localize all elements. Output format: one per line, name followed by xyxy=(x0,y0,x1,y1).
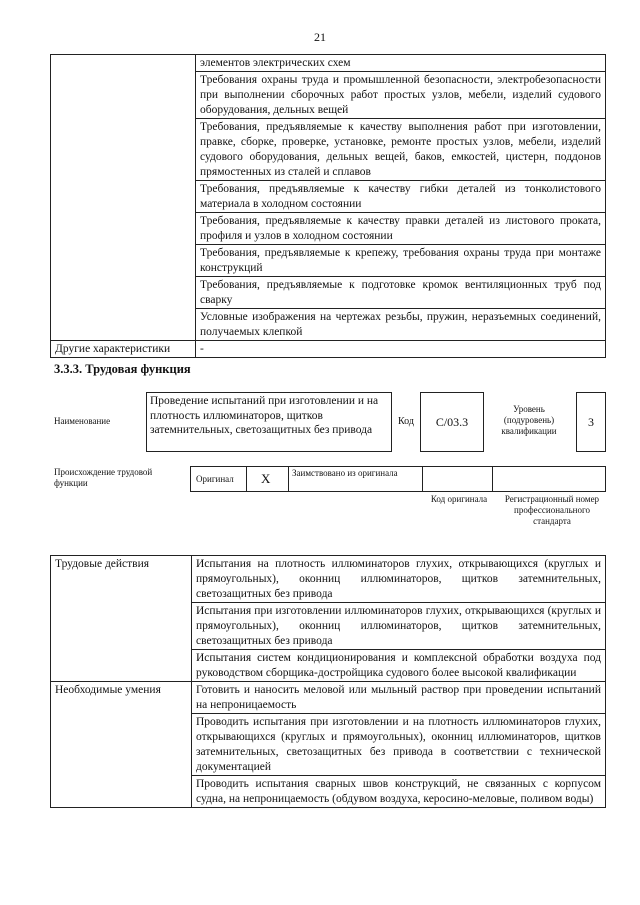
table-cell: Требования охраны труда и промышленной безопасности, электробезопасности при выполнении сборочных работ простых узлов, мебели, изделий судового оборудования, дельных вещей xyxy=(196,72,606,119)
table-cell: Требования, предъявляемые к качеству гибки деталей из тонколистового материала в холодном состоянии xyxy=(196,181,606,213)
table-cell: Испытания при изготовлении иллюминаторов глухих, открывающихся (круглых и прямоугольных), оконниц иллюминаторов, щитков затемнительных, светозащитных без привода xyxy=(192,603,606,650)
page-number: 21 xyxy=(314,30,326,44)
table-cell: Требования, предъявляемые к качеству выполнения работ при изготовлении, правке, сборке, проверке, установке, ремонте простых узлов, мебели, изделий судового оборудования, дельных вещей, баков, емкостей, цистерн, поддонов прямостенных из сталей и сплавов xyxy=(196,119,606,181)
table-cell: Готовить и наносить меловой или мыльный раствор при проведении испытаний на непроницаемость xyxy=(192,682,606,714)
reg-number-caption: Регистрационный номер профессионального стандарта xyxy=(504,494,600,526)
name-label: Наименование xyxy=(54,416,111,426)
table-row xyxy=(51,55,606,72)
row-label-labor-actions: Трудовые действия xyxy=(51,556,192,682)
original-mark: X xyxy=(247,467,289,491)
table-cell: элементов электрических схем xyxy=(196,55,606,72)
borrowed-label: Заимствовано из оригинала xyxy=(289,467,423,491)
qualification-level-box: 3 xyxy=(576,392,606,452)
table-row xyxy=(51,556,606,603)
knowledge-table-continued xyxy=(50,54,606,358)
code-original-cell xyxy=(423,467,493,491)
table-cell: Испытания на плотность иллюминаторов глухих, открывающихся (круглых и прямоугольных), оконниц иллюминаторов, щитков затемнительных, светозащитных без привода xyxy=(192,556,606,603)
code-value-box: C/03.3 xyxy=(420,392,484,452)
section-heading: 3.3.3. Трудовая функция xyxy=(54,362,191,376)
origin-row xyxy=(190,466,606,492)
reg-number-cell xyxy=(493,467,605,491)
table-cell: Требования, предъявляемые к крепежу, требования охраны труда при монтаже конструкций xyxy=(196,245,606,277)
function-name-box: Проведение испытаний при изготовлении и на плотность иллюминаторов, щитков затемнительных, светозащитных без привода xyxy=(146,392,392,452)
table-cell: Испытания систем кондиционирования и комплексной обработки воздуха под руководством сборщика-достройщика судового более высокой квалификации xyxy=(192,650,606,682)
table-cell: Проводить испытания при изготовлении и на плотность иллюминаторов глухих, открывающихся (круглых и прямоугольных), оконниц иллюминаторов, щитков затемнительных, светозащитных без привода в соответствии с технической документацией xyxy=(192,714,606,776)
row-label-other-characteristics: Другие характеристики xyxy=(51,341,196,358)
table-cell: Условные изображения на чертежах резьбы, пружин, неразъемных соединений, получаемых клепкой xyxy=(196,309,606,341)
labor-function-table xyxy=(50,555,606,808)
code-original-caption: Код оригинала xyxy=(430,494,488,504)
table-cell: - xyxy=(196,341,606,358)
row-label-required-skills: Необходимые умения xyxy=(51,682,192,808)
original-label: Оригинал xyxy=(191,467,247,491)
code-label: Код xyxy=(398,416,414,427)
qualification-level-label: Уровень (подуровень) квалификации xyxy=(501,404,557,436)
origin-label: Происхождение трудовой функции xyxy=(54,467,153,488)
table-cell: Требования, предъявляемые к качеству правки деталей из листового проката, профиля и узлов в холодном состоянии xyxy=(196,213,606,245)
table-cell-empty-left xyxy=(51,55,196,341)
table-row xyxy=(51,682,606,714)
table-cell: Требования, предъявляемые к подготовке кромок вентиляционных труб под сварку xyxy=(196,277,606,309)
table-cell: Проводить испытания сварных швов конструкций, не связанных с корпусом судна, на непроницаемость (обдувом воздуха, керосино-меловые, поливом воды) xyxy=(192,776,606,808)
table-row xyxy=(51,341,606,358)
